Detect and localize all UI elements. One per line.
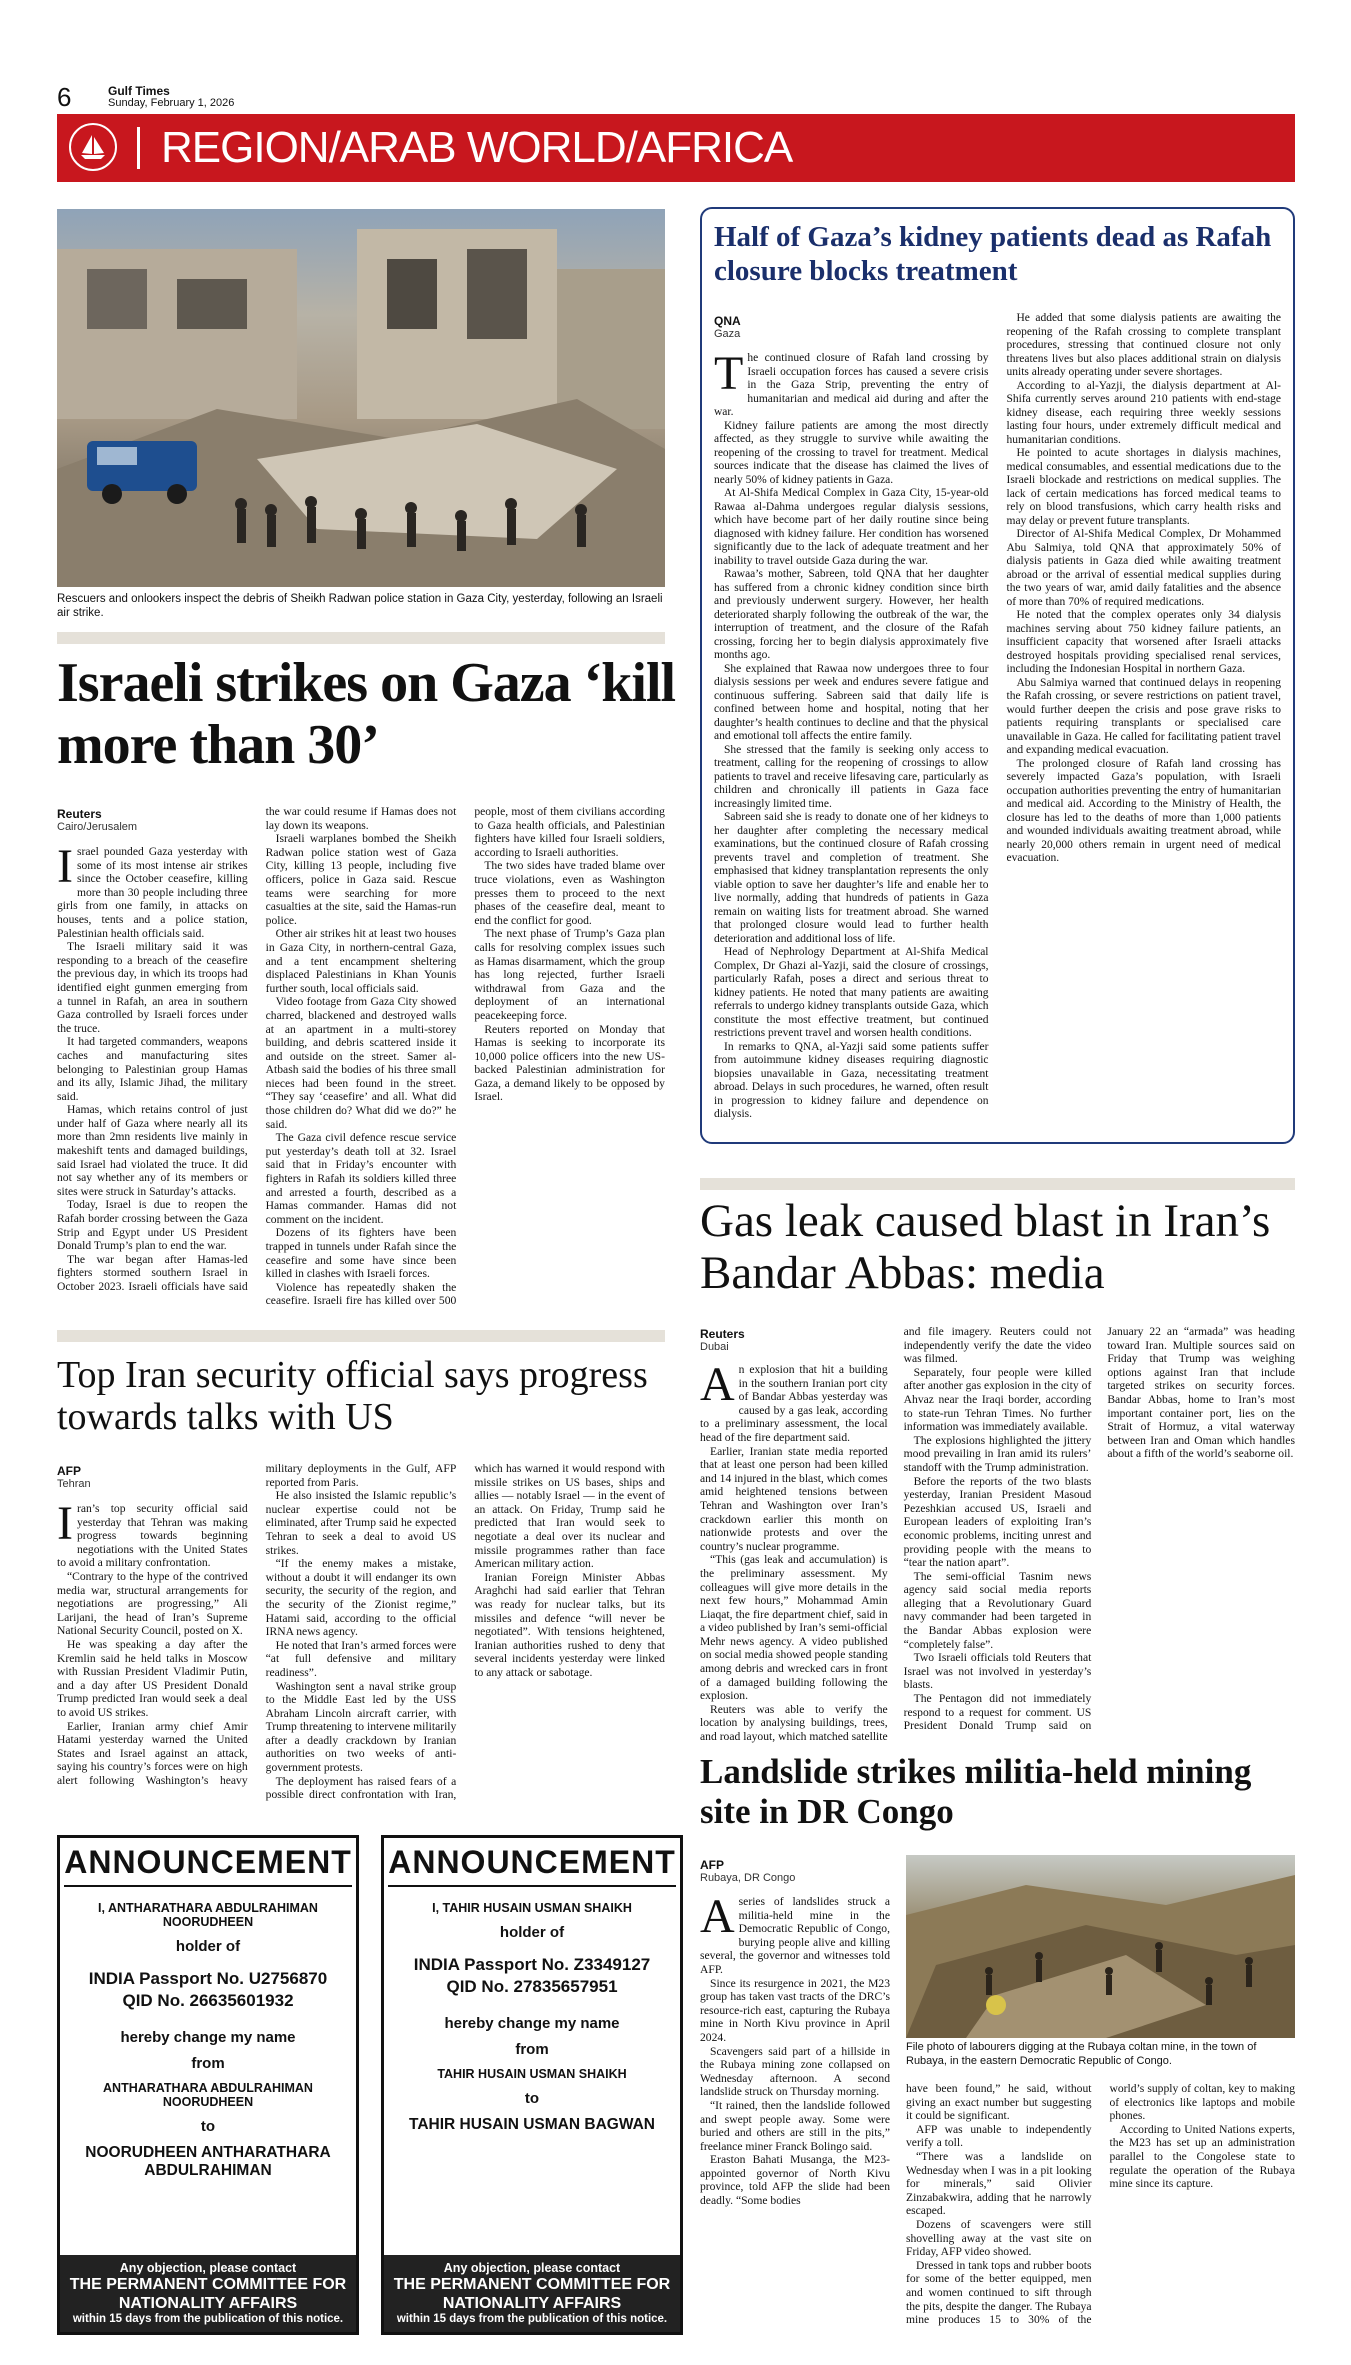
gas-story-source: Reuters bbox=[700, 1327, 745, 1341]
announcement-1-qid: QID No. 26635601932 bbox=[122, 1991, 294, 2010]
announcement-1-to: to bbox=[200, 2118, 216, 2135]
announcement-1-change: hereby change my name bbox=[120, 2029, 296, 2046]
announcement-2-deadline: within 15 days from the publication of this notice. bbox=[396, 2313, 668, 2325]
announcement-1-deadline: within 15 days from the publication of this notice. bbox=[72, 2313, 344, 2325]
announcement-2-committee-line1: THE PERMANENT COMMITTEE FOR bbox=[393, 2276, 671, 2293]
gas-story-location: Dubai bbox=[700, 1341, 729, 1353]
announcement-2-change: hereby change my name bbox=[444, 2015, 620, 2032]
announcement-1-objection: Any objection, please contact bbox=[119, 2261, 297, 2275]
kidney-story-source: QNA bbox=[714, 314, 741, 328]
announcement-1-from: from bbox=[191, 2055, 225, 2072]
announcement-2-old-name: TAHIR HUSAIN USMAN SHAIKH bbox=[437, 2067, 627, 2081]
announcement-1-new-name bbox=[60, 2144, 356, 2180]
kidney-headline: Half of Gaza’s kidney patients dead as Rafah closure blocks treatment bbox=[714, 221, 1272, 287]
announcement-2-objection: Any objection, please contact bbox=[443, 2261, 621, 2275]
announcement-2-from: from bbox=[515, 2041, 549, 2058]
announcement-2-new-name bbox=[384, 2116, 680, 2134]
kidney-story-location: Gaza bbox=[714, 328, 741, 340]
announcement-2-title: ANNOUNCEMENT bbox=[388, 1838, 676, 1887]
rubaya-mine-photo bbox=[906, 1855, 1295, 2038]
announcement-2-holder: holder of bbox=[499, 1924, 565, 1941]
congo-story-body-left: A series of landslides struck a militia-held mine in the Democratic Republic of Congo, burying people alive and killing several, the governor and witnesses told AFP. Since its resurgence in 2021, the M23 group has taken vast tracts of the DRC’s resource-rich east, capturing the Rubaya mine in North Kivu province in April 2024. Scavengers said part of a hillside in the Rubaya mining zone collapsed on Wednesday afternoon. A second landslide struck on Thursday morning. “It rained, then the landslide followed and swept people away. Some were buried and others are still in the pits,” freelance miner Franck Bolingo said. Eraston Bahati Musanga, the M23-appointed governor of North Kivu province, told AFP the slide had been deadly. “Some bodies bbox=[700, 1895, 890, 2208]
main-story-rule bbox=[57, 632, 665, 644]
announcement-2-footer bbox=[384, 2255, 680, 2332]
announcement-1-new-name-line2: ABDULRAHIMAN bbox=[144, 2162, 272, 2179]
announcement-2-new-name-line1: TAHIR HUSAIN USMAN BAGWAN bbox=[409, 2116, 655, 2133]
iran-talks-rule bbox=[57, 1330, 665, 1342]
announcement-1-footer bbox=[60, 2255, 356, 2332]
kidney-story-dropcap: T bbox=[714, 347, 744, 400]
congo-headline: Landslide strikes militia-held mining site in DR Congo bbox=[700, 1752, 1252, 1831]
masthead: Gulf Times bbox=[108, 84, 170, 98]
gas-story-dropcap: A bbox=[700, 1358, 735, 1411]
main-story-location: Cairo/Jerusalem bbox=[57, 821, 138, 833]
main-story-dropcap: I bbox=[57, 840, 73, 893]
announcement-1-title: ANNOUNCEMENT bbox=[64, 1838, 352, 1887]
kidney-story-body: The continued closure of Rafah land crossing by Israeli occupation forces has caused a severe crisis in the Gaza Strip, preventing the entry of humanitarian and medical aid during and after the war. Kidney failure patients are among the most directly affected, as they struggle to survive while awaiting the reopening of the crossing to travel for treatment. Medical sources indicate that the disease has claimed the lives of nearly 50% of kidney patients in Gaza. At Al-Shifa Medical Complex in Gaza City, 15-year-old Rawaa al-Dahma undergoes regular dialysis sessions, which have become part of her daily routine since being diagnosed with kidney failure. Her condition has worsened significantly due to the lack of adequate treatment and her inability to travel outside Gaza during the war. Rawaa’s mother, Sabreen, told QNA that her daughter has suffered from a chronic kidney condition since birth and previously underwent surgery. However, her health deteriorated sharply following the outbreak of the war, the interruption of treatment, and the closure of the Rafah crossing, forcing her to begin dialysis approximately five months ago. She explained that Rawaa now undergoes three to four dialysis sessions per week and endures severe fatigue and continuous suffering. Sabreen said that daily life is confined between home and hospital, noting that her daughter’s health continues to decline and that the physical and emotional toll affects the entire family. She stressed that the family is seeking only access to treatment, calling for the reopening of crossings to allow patients to travel and receive lifesaving care, particularly as children and chronically ill patients in Gaza face increasingly limited time. Sabreen said she is ready to donate one of her kidneys to her daughter after completing the necessary medical examinations, but the continued closure of Rafah crossing prevents travel and completion of treatment. She emphasised that kidney transplantation represents the only viable option to save her daughter’s life and enable her to live normally, adding that hundreds of patients in Gaza remain on waiting lists for treatment abroad. She warned that prolonged closure would lead to further health deterioration and additional loss of life. Head of Nephrology Department at Al-Shifa Medical Complex, Dr Ghazi al-Yazji, said the closure of crossings, particularly Rafah, poses a direct and serious threat to kidney patients. He noted that many patients are awaiting referrals to undergo kidney transplants outside Gaza, which constitute the most effective treatment, but continued restrictions prevent travel and worsen health conditions. In remarks to QNA, al-Yazji said some patients suffer from autoimmune kidney diseases requiring diagnostic biopsies unavailable in Gaza, necessitating treatment abroad. Delays in such procedures, he warned, often result in progression to kidney failure and dependence on dialysis. He added that some dialysis patients are awaiting the reopening of the Rafah crossing to complete transplant procedures, stressing that continued closure not only threatens lives but also places additional strain on dialysis units already operating under severe shortages. According to al-Yazji, the dialysis department at Al-Shifa currently serves around 210 patients with end-stage kidney disease, each requiring three weekly sessions lasting four hours, under extremely difficult medical and humanitarian conditions. He pointed to acute shortages in dialysis machines, medical consumables, and essential medications due to the Israeli blockade and restrictions on medical supplies. The lack of certain medications has forced medical teams to rely on blood transfusions, which carry health risks and may delay or prevent future transplants. Director of Al-Shifa Medical Complex, Dr Mohammed Abu Salmiya, told QNA that approximately 50% of dialysis patients in Gaza died while awaiting treatment abroad or the arrival of essential medical supplies during the two years of war, amid daily fatalities and the absence of more than 70% of required medications. He noted that the complex operates only 34 dialysis machines serving about 750 kidney failure patients, an insufficient capacity that worsened after Israeli attacks destroyed hospitals providing specialised renal services, including the Indonesian Hospital in northern Gaza. Abu Salmiya warned that continued delays in reopening the Rafah crossing, or severe restrictions on patient travel, would further deepen the crisis and pose grave risks to patients requiring transplants or specialised care unavailable in Gaza. He called for facilitating patient travel and expanding medical evacuation. The prolonged closure of Rafah land crossing has severely impacted Gaza’s population, with Israeli occupation authorities preventing the entry of humanitarian and medical aid. According to the Ministry of Health, the closure has led to the deaths of more than 1,000 patients and wounded individuals awaiting treatment abroad, while nearly 20,000 others remain in urgent need of medical evacuation. bbox=[714, 312, 1281, 1120]
announcement-1-passport: INDIA Passport No. U2756870 bbox=[88, 1969, 328, 1988]
announcement-2-qid: QID No. 27835657951 bbox=[446, 1977, 618, 1996]
iran-talks-body: Iran’s top security official said yesterday that Tehran was making progress towards beginning negotiations with the United States to avoid a military confrontation. “Contrary to the hype of the contrived media war, structural arrangements for negotiations are progressing,” Ali Larijani, the head of Iran’s Supreme National Security Council, posted on X. He was speaking a day after the Kremlin said he held talks in Moscow with Russian President Vladimir Putin, and a day after US President Donald Trump predicted Iran would seek a deal to avoid US strikes. Earlier, Iranian army chief Amir Hatami yesterday warned the United States and Israel against an attack, saying his country’s forces were on high alert following Washington’s heavy military deployments in the Gulf, AFP reported from Paris. He also insisted the Islamic republic’s nuclear expertise could not be eliminated, after Trump said he expected Tehran to seek a deal to avoid US strikes. “If the enemy makes a mistake, without a doubt it will endanger its own security, the security of the region, and the security of the Zionist regime,” Hatami said, according to the official IRNA news agency. He noted that Iran’s armed forces were “at full defensive and military readiness”. Washington sent a naval strike group to the Middle East led by the USS Abraham Lincoln aircraft carrier, with Trump threatening to intervene militarily after a deadly crackdown by Iranian authorities on two weeks of anti-government protests. The deployment has raised fears of a possible direct confrontation with Iran, which has warned it would respond with missile strikes on US bases, ships and allies — notably Israel — in the event of an attack. On Friday, Trump said he predicted that Iran would seek to negotiate a deal over its nuclear and missile programmes rather than face American military action. Iranian Foreign Minister Abbas Araghchi had said earlier that Tehran was ready for nuclear talks, but its missiles and defence “will never be negotiated”. With tensions heightened, Iranian authorities rushed to deny that several incidents yesterday were linked to any attack or sabotage. bbox=[57, 1462, 665, 1802]
section-title: REGION/ARAB WORLD/AFRICA bbox=[161, 123, 793, 172]
announcement-box-1 bbox=[57, 1835, 359, 2335]
announcement-2-passport: INDIA Passport No. Z3349127 bbox=[413, 1955, 651, 1974]
announcement-1-intro: I, ANTHARATHARA ABDULRAHIMAN NOORUDHEEN bbox=[98, 1901, 318, 1929]
announcement-2-intro: I, TAHIR HUSAIN USMAN SHAIKH bbox=[432, 1901, 632, 1915]
dhow-logo-icon bbox=[69, 123, 117, 171]
iran-talks-location: Tehran bbox=[57, 1478, 91, 1490]
iran-talks-dropcap: I bbox=[57, 1497, 73, 1550]
announcement-1-committee-line2: NATIONALITY AFFAIRS bbox=[118, 2295, 298, 2312]
main-photo-caption: Rescuers and onlookers inspect the debris of Sheikh Radwan police station in Gaza City, yesterday, following an Israeli air strike. bbox=[57, 593, 663, 619]
congo-story-body-right: have been found,” he said, without giving an exact number but suggesting it could be significant. AFP was unable to independently verify a toll. “There was a landslide on Wednesday when I was in a pit looking for minerals,” said Olivier Zinzabakwira, adding that he narrowly escaped. Dozens of scavengers were still shovelling away at the vast site on Friday, AFP video showed. Dressed in tank tops and rubber boots for some of the better equipped, men and women continued to sift through the pits, despite the danger. The Rubaya mine produces 15 to 30% of the world’s supply of coltan, key to making of electronics like laptops and mobile phones. According to United Nations experts, the M23 has set up an administration parallel to the Congolese state to regulate the operation of the Rubaya mine since its capture. bbox=[906, 2082, 1295, 2327]
congo-story-byline bbox=[700, 1858, 795, 1884]
gas-story-rule bbox=[700, 1178, 1295, 1190]
iran-talks-source: AFP bbox=[57, 1464, 81, 1478]
main-story-body: Israel pounded Gaza yesterday with some of its most intense air strikes since the October ceasefire, killing more than 30 people including three girls from one family, in attacks on houses, tents and a police station, Palestinian health officials said. The Israeli military said it was responding to a breach of the ceasefire the previous day, in which its troops had identified eight gunmen emerging from a tunnel in Rafah, an area in southern Gaza controlled by Israeli forces under the truce. It had targeted commanders, weapons caches and manufacturing sites belonging to Palestinian group Hamas and its ally, Islamic Jihad, the military said. Hamas, which retains control of just under half of Gaza where nearly all its more than 2mn residents live mainly in makeshift tents and damaged buildings, said Israel had violated the truce. It did not say whether any of its members or sites were struck in Saturday’s attacks. Today, Israel is due to reopen the Rafah border crossing between the Gaza Strip and Egypt under US President Donald Trump’s plan to end the war. The war began after Hamas-led fighters stormed southern Israel in October 2023. Israeli officials have said the war could resume if Hamas does not lay down its weapons. Israeli warplanes bombed the Sheikh Radwan police station west of Gaza City, killing 13 people, including five officers, police in Gaza said. Rescue teams were searching for more casualties at the site, said the Hamas-run police. Other air strikes hit at least two houses in Gaza City, in northern-central Gaza, and a tent encampment sheltering displaced Palestinians in Khan Younis further south, local officials said. Video footage from Gaza City showed charred, blackened and destroyed walls at an apartment in a multi-storey building, and debris scattered inside it and outside on the street. Samer al-Atbash said the bodies of his three small nieces had been found in the street. “They say ‘ceasefire’ and all. What did those children do? What did we do?” he said. The Gaza civil defence rescue service put yesterday’s death toll at 32. Israel said that in Friday’s encounter with fighters in Rafah its soldiers killed three and arrested a fourth, described as a Hamas commander. Hamas did not comment on the incident. Dozens of its fighters have been trapped in tunnels under Rafah since the ceasefire and some have since been killed in clashes with Israeli forces. Violence has repeatedly shaken the ceasefire. Israeli fire has killed over 500 people, most of them civilians according to Gaza health officials, and Palestinian fighters have killed four Israeli soldiers, according to Israeli authorities. The two sides have traded blame over truce violations, even as Washington presses them to proceed to the next phases of the ceasefire deal, meant to end the conflict for good. The next phase of Trump’s Gaza plan calls for resolving complex issues such as Hamas disarmament, which the group has long rejected, further Israeli withdrawal from Gaza and the deployment of an international peacekeeping force. Reuters reported on Monday that Hamas is seeking to incorporate its 10,000 police officers into the new US-backed Palestinian administration for Gaza, a demand likely to be opposed by Israel. bbox=[57, 805, 665, 1308]
iran-talks-headline: Top Iran security official says progress towards talks with US bbox=[57, 1354, 648, 1438]
page-number: 6 bbox=[57, 82, 72, 112]
congo-photo-caption: File photo of labourers digging at the Rubaya coltan mine, in the town of Rubaya, in the eastern Democratic Republic of Congo. bbox=[906, 2041, 1257, 2067]
page-date: Sunday, February 1, 2026 bbox=[108, 97, 235, 109]
main-headline: Israeli strikes on Gaza ‘kill more than 30’ bbox=[57, 652, 676, 776]
gas-headline: Gas leak caused blast in Iran’s Bandar Abbas: media bbox=[700, 1195, 1271, 1299]
congo-story-location: Rubaya, DR Congo bbox=[700, 1872, 796, 1884]
banner-divider bbox=[137, 127, 140, 169]
announcement-2-to: to bbox=[524, 2090, 540, 2107]
section-banner bbox=[57, 114, 1295, 182]
congo-story-source: AFP bbox=[700, 1858, 724, 1872]
gas-story-body: An explosion that hit a building in the southern Iranian port city of Bandar Abbas yesterday was caused by a gas leak, according to a preliminary assessment, the local head of the fire department said. Earlier, Iranian state media reported that at least one person had been killed and 14 injured in the blast, which comes amid heightened tensions between Tehran and Washington over Iran’s crackdown earlier this month on nationwide protests and over the country’s nuclear programme. “This (gas leak and accumulation) is the preliminary assessment. My colleagues will give more details in the next few hours,” Mohammad Amin Liaqat, the fire department chief, said in a video published by Iran’s semi-official Mehr news agency. A video published on social media showed people standing among debris and wrecked cars in front of a damaged building following the explosion. Reuters was able to verify the location by analysing buildings, trees, and road layout, which matched satellite and file imagery. Reuters could not independently verify the date the video was filmed. Separately, four people were killed after another gas explosion in the city of Ahvaz near the Iraqi border, according to state-run Tehran Times. No further information was immediately available. The explosions highlighted the jittery mood prevailing in Iran amid its rulers’ standoff with the Trump administration. Before the reports of the two blasts yesterday, Iranian President Masoud Pezeshkian accused US, Israeli and European leaders of exploiting Iran’s economic problems, inciting unrest and providing people with the means to “tear the nation apart”. The semi-official Tasnim news agency said social media reports alleging that a Revolutionary Guard navy commander had been targeted in the Bandar Abbas explosion were “completely false”. Two Israeli officials told Reuters that Israel was not involved in yesterday’s blasts. The Pentagon did not immediately respond to a request for comment. US President Donald Trump said on January 22 an “armada” was heading toward Iran. Multiple sources said on Friday that Trump was weighing options against Iran that include targeted strikes on security forces. Bandar Abbas, home to Iran’s most important container port, lies on the Strait of Hormuz, a vital waterway between Iran and Oman which handles about a fifth of the world’s seaborne oil. bbox=[700, 1325, 1295, 1744]
main-story-source: Reuters bbox=[57, 807, 102, 821]
announcement-1-committee-line1: THE PERMANENT COMMITTEE FOR bbox=[69, 2276, 347, 2293]
congo-story-dropcap: A bbox=[700, 1895, 735, 1943]
announcement-1-new-name-line1: NOORUDHEEN ANTHARATHARA bbox=[85, 2144, 331, 2161]
announcement-2-committee-line2: NATIONALITY AFFAIRS bbox=[442, 2295, 622, 2312]
announcement-box-2 bbox=[381, 1835, 683, 2335]
announcement-1-old-name: ANTHARATHARA ABDULRAHIMAN NOORUDHEEN bbox=[103, 2081, 313, 2109]
announcement-1-holder: holder of bbox=[175, 1938, 241, 1955]
gaza-debris-photo bbox=[57, 209, 665, 587]
